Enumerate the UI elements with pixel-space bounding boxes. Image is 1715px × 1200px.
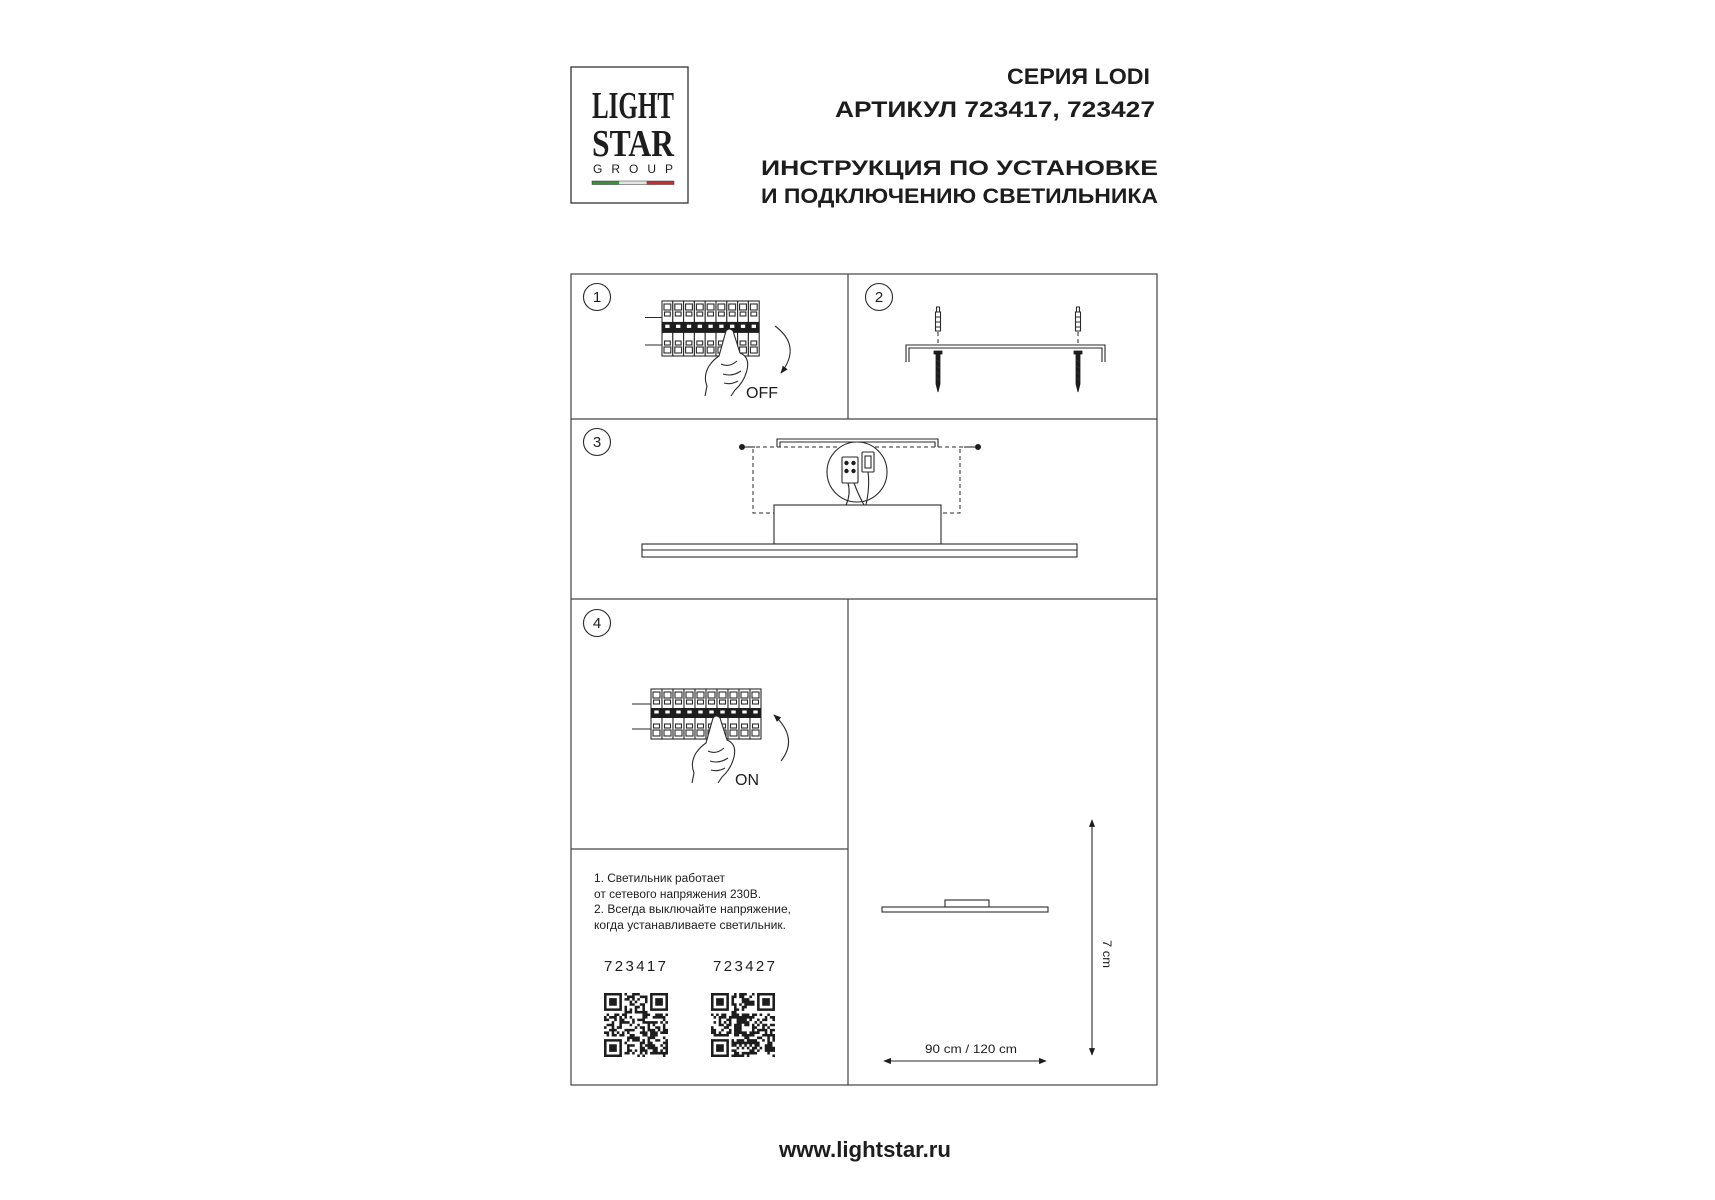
circuit-breaker-panel [632,689,761,739]
switch-off-label: OFF [746,385,778,402]
screw-head-icon [934,351,942,354]
breaker-toggle [676,711,680,714]
instruction-title-line2: И ПОДКЛЮЧЕНИЮ СВЕТИЛЬНИКА [761,185,1158,208]
model-number-2: 723427 [713,958,775,975]
connector-icon [862,452,874,472]
logo-flag-white [619,181,646,185]
step-number: 2 [874,289,884,306]
terminal-screw [845,461,849,465]
width-dimension-label: 90 cm / 120 cm [925,1042,1018,1056]
breaker-toggle [709,711,713,714]
logo-word-light: LIGHT [592,85,674,127]
step-2-panel [866,284,1106,393]
wall-anchor-right [1076,307,1081,344]
logo-flag-green [592,181,619,185]
website-link[interactable]: www.lightstar.ru [777,1137,951,1162]
terminal-screw [852,461,856,465]
note-line: от сетевого напряжения 230В. [594,889,761,901]
step-number: 1 [592,289,602,306]
step-4-panel [584,610,789,790]
breaker-toggle [741,325,745,328]
breaker-toggle [719,325,723,328]
breaker-toggle [742,711,746,714]
logo-word-group: GROUP [593,162,673,176]
note-line: 2. Всегда выключайте напряжение, [594,904,791,916]
breaker-toggle [676,325,680,328]
breaker-toggle [654,711,658,714]
breaker-toggle [698,711,702,714]
breaker-toggle [720,711,724,714]
qr-code-pattern [604,993,668,1057]
screw-head-icon [1074,351,1082,354]
breaker-toggle [708,325,712,328]
qr-code-pattern [711,993,775,1057]
switch-on-label: ON [735,772,759,789]
notes-panel [594,873,791,1057]
screw-head-icon [739,444,744,449]
lamp-driver-box [774,505,941,544]
dimensions-panel [882,820,1114,1061]
step-3-panel [584,429,1078,558]
instruction-title-line1: ИНСТРУКЦИЯ ПО УСТАНОВКЕ [761,157,1158,180]
header [761,64,1158,208]
breaker-toggle [687,711,691,714]
qr-code-model-2[interactable] [711,993,775,1057]
switch-up-arrow-icon [774,715,789,761]
breaker-toggle [752,325,756,328]
terminal-screw [852,469,856,473]
series-title: СЕРИЯ LODI [1007,64,1150,89]
article-numbers: АРТИКУЛ 723417, 723427 [835,97,1155,122]
screw-right [1074,351,1082,392]
step-number: 4 [592,615,602,632]
lamp-side-driver-box [945,900,989,907]
breaker-toggle [730,325,734,328]
circuit-breaker-panel [645,301,759,356]
screw-left [934,351,942,392]
note-line: 1. Светильник работает [594,873,726,885]
note-line: когда устанавливаете светильник. [594,920,786,932]
breaker-toggle [665,325,669,328]
step-1-panel [584,284,791,403]
lamp-side-panel [882,907,1048,912]
wall-anchor-left [936,307,941,344]
breaker-toggle [687,325,691,328]
screw-right [964,444,981,449]
logo [571,67,688,203]
terminal-block-icon [842,457,858,483]
screw-head-icon [975,444,980,449]
breaker-toggle [731,711,735,714]
model-number-1: 723417 [604,958,666,975]
logo-word-star: STAR [592,123,675,165]
qr-code-model-1[interactable] [604,993,668,1057]
breaker-toggle [665,711,669,714]
breaker-toggle [753,711,757,714]
wiring-detail-magnifier [827,442,887,505]
logo-flag-red [647,181,674,185]
breaker-toggle [698,325,702,328]
switch-down-arrow-icon [775,326,790,373]
step-number: 3 [592,434,602,451]
terminal-screw [845,469,849,473]
height-dimension-label: 7 cm [1100,940,1114,967]
screw-left [739,444,755,449]
